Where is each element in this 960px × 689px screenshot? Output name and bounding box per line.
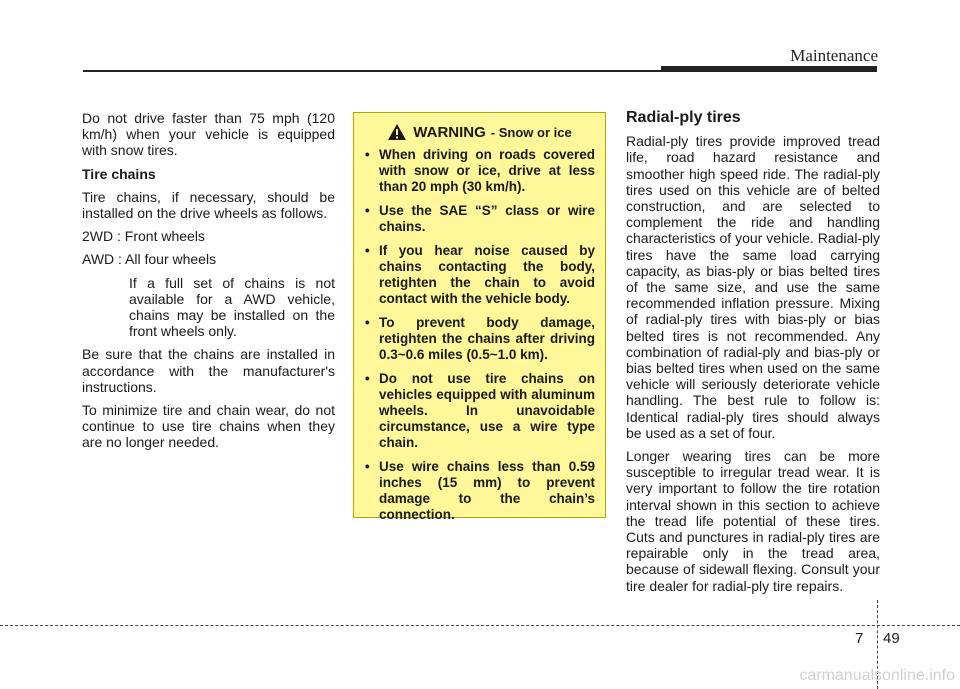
chains-install-note: Be sure that the chains are installed in accordance with the manufacturer's instructions. bbox=[82, 346, 335, 395]
chains-awd-note: If a full set of chains is not available for a AWD vehicle, chains may be installed on the front wheels only. bbox=[129, 274, 335, 340]
warning-item: • If you hear noise caused by chains contacting the body, retighten the chain to avoid contact with the vehicle body. bbox=[364, 243, 595, 307]
warning-box bbox=[353, 112, 606, 522]
page-section-title: Maintenance bbox=[790, 46, 878, 65]
radial-ply-heading: Radial-ply tires bbox=[626, 109, 741, 126]
snow-tire-speed-note: Do not drive faster than 75 mph (120 km/h) when your vehicle is equipped with snow tires. bbox=[82, 110, 335, 159]
page-number: 49 bbox=[883, 630, 900, 647]
warning-item: • Use wire chains less than 0.59 inches (15 mm) to prevent damage to the chain’s connection. bbox=[364, 459, 595, 523]
header-rule-accent bbox=[661, 66, 877, 72]
warning-item: • Use the SAE “S” class or wire chains. bbox=[364, 203, 595, 235]
radial-ply-para-2: Longer wearing tires can be more susceptible to irregular tread wear. It is very important to follow the tire rotation interval shown in this section to achieve the tread life potential of these tires. Cuts and punctures in radial-ply tires are repairable only in the tread area, because of sidewall flexing. Consult your tire dealer for radial-ply tire repairs. bbox=[626, 448, 880, 594]
warning-item: • To prevent body damage, retighten the chains after driving 0.3~0.6 miles (0.5~1.0 km). bbox=[364, 315, 595, 363]
warning-list bbox=[364, 147, 595, 523]
warning-item: • Do not use tire chains on vehicles equipped with aluminum wheels. In unavoidable circumstance, use a wire type chain. bbox=[364, 371, 595, 451]
left-column bbox=[82, 110, 335, 458]
chapter-number: 7 bbox=[855, 630, 864, 647]
chains-awd-line: AWD : All four wheels bbox=[82, 251, 217, 268]
chains-2wd-line: 2WD : Front wheels bbox=[82, 228, 205, 245]
tire-chains-intro: Tire chains, if necessary, should be installed on the drive wheels as follows. bbox=[82, 188, 335, 222]
warning-item: • When driving on roads covered with snow or ice, drive at less than 20 mph (30 km/h). bbox=[364, 147, 595, 195]
chains-wear-note: To minimize tire and chain wear, do not continue to use tire chains when they are no longer needed. bbox=[82, 402, 335, 451]
warning-header bbox=[364, 123, 595, 141]
radial-ply-para-1: Radial-ply tires provide improved tread life, road hazard resistance and smoother high speed ride. The radial-ply tires used on this vehicle are of belted construction, and are selected to complement the ride and handling characteristics of your vehicle. Radial-ply tires have the same load carrying capacity, as bias-ply or bias belted tires of the same size, and use the same recommended inflation pressure. Mixing of radial-ply tires with bias-ply or bias belted tires is not recommended. Any combination of radial-ply and bias-ply or bias belted tires when used on the same vehicle will seriously deteriorate vehicle handling. The best rule to follow is: Identical radial-ply tires should always be used as a set of four. bbox=[626, 133, 880, 441]
footer-rule bbox=[0, 625, 960, 626]
warning-subtitle: - Snow or ice bbox=[490, 124, 572, 140]
right-column bbox=[626, 110, 880, 601]
header-rule bbox=[83, 70, 661, 72]
tire-chains-heading: Tire chains bbox=[82, 165, 156, 182]
warning-title: WARNING bbox=[413, 123, 486, 141]
watermark: carmanualsonline.info bbox=[799, 667, 955, 684]
warning-triangle-icon bbox=[387, 123, 407, 141]
